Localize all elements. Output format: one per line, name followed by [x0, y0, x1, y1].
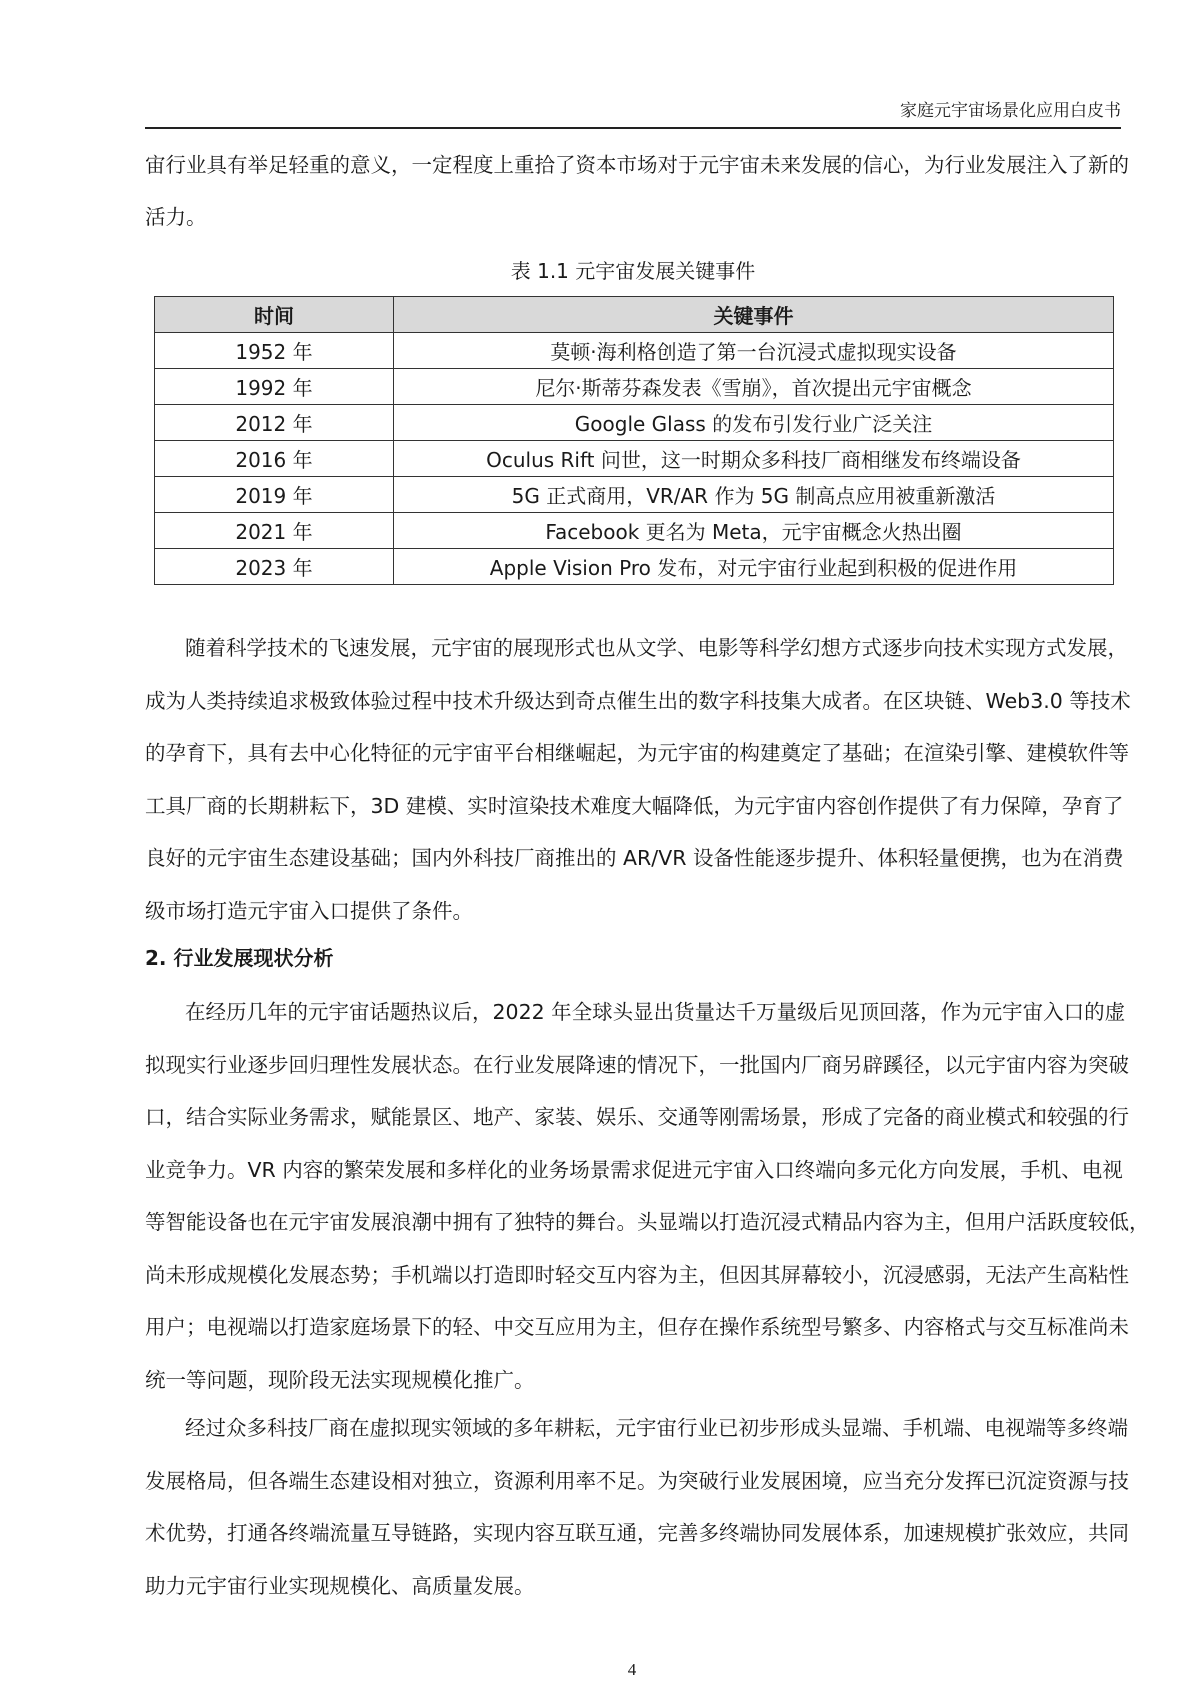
table-header-row — [155, 297, 1114, 333]
cell-time: 2023 年 — [155, 549, 394, 585]
intro-line: 活力。 — [145, 205, 207, 229]
paragraph-line: 成为人类持续追求极致体验过程中技术升级达到奇点催生出的数字科技集大成者。在区块链、Web3.0 等技术 — [145, 688, 1131, 713]
cell-event: Google Glass 的发布引发行业广泛关注 — [394, 405, 1114, 441]
cell-event: Apple Vision Pro 发布，对元宇宙行业起到积极的促进作用 — [394, 549, 1114, 585]
cell-event: 尼尔·斯蒂芬森发表《雪崩》，首次提出元宇宙概念 — [394, 369, 1114, 405]
table-caption: 表 1.1 元宇宙发展关键事件 — [510, 259, 756, 283]
cell-time: 1952 年 — [155, 333, 394, 369]
cell-time: 1992 年 — [155, 369, 394, 405]
page-number: 4 — [627, 1660, 637, 1679]
cell-event: Oculus Rift 问世，这一时期众多科技厂商相继发布终端设备 — [394, 441, 1114, 477]
paragraph-line: 发展格局，但各端生态建设相对独立，资源利用率不足。为突破行业发展困境，应当充分发挥已沉淀资源与技 — [145, 1468, 1129, 1493]
paragraph-line: 业竞争力。VR 内容的繁荣发展和多样化的业务场景需求促进元宇宙入口终端向多元化方向发展，手机、电视 — [145, 1157, 1123, 1182]
cell-time: 2021 年 — [155, 513, 394, 549]
paragraph-line: 等智能设备也在元宇宙发展浪潮中拥有了独特的舞台。头显端以打造沉浸式精品内容为主，但用户活跃度较低， — [145, 1210, 1150, 1234]
header-rule — [145, 127, 1121, 129]
paragraph-line: 拟现实行业逐步回归理性发展状态。在行业发展降速的情况下，一批国内厂商另辟蹊径，以元宇宙内容为突破 — [145, 1052, 1129, 1077]
cell-event: 5G 正式商用，VR/AR 作为 5G 制高点应用被重新激活 — [394, 477, 1114, 513]
section-heading: 2. 行业发展现状分析 — [145, 946, 334, 970]
table-row — [155, 513, 1114, 549]
paragraph-line: 在经历几年的元宇宙话题热议后，2022 年全球头显出货量达千万量级后见顶回落，作为元宇宙入口的虚 — [185, 1000, 1126, 1024]
cell-event: Facebook 更名为 Meta，元宇宙概念火热出圈 — [394, 513, 1114, 549]
paragraph-line: 尚未形成规模化发展态势；手机端以打造即时轻交互内容为主，但因其屏幕较小，沉浸感弱，无法产生高粘性 — [145, 1262, 1129, 1287]
key-events-table — [154, 296, 1114, 585]
column-header-time: 时间 — [155, 297, 394, 333]
table-row — [155, 477, 1114, 513]
table-row — [155, 549, 1114, 585]
table-row — [155, 441, 1114, 477]
table-row — [155, 405, 1114, 441]
paragraph-line: 术优势，打通各终端流量互导链路，实现内容互联互通，完善多终端协同发展体系，加速规模扩张效应，共同 — [145, 1521, 1129, 1545]
paragraph-line: 口，结合实际业务需求，赋能景区、地产、家装、娱乐、交通等刚需场景，形成了完备的商业模式和较强的行 — [145, 1105, 1129, 1129]
cell-time: 2019 年 — [155, 477, 394, 513]
cell-event: 莫顿·海利格创造了第一台沉浸式虚拟现实设备 — [394, 333, 1114, 369]
paragraph-line: 用户；电视端以打造家庭场景下的轻、中交互应用为主，但存在操作系统型号繁多、内容格式与交互标准尚未 — [145, 1315, 1129, 1339]
paragraph-line: 级市场打造元宇宙入口提供了条件。 — [145, 898, 473, 923]
paragraph-line: 经过众多科技厂商在虚拟现实领域的多年耕耘，元宇宙行业已初步形成头显端、手机端、电视端等多终端 — [185, 1416, 1128, 1440]
paragraph-line: 的孕育下，具有去中心化特征的元宇宙平台相继崛起，为元宇宙的构建奠定了基础；在渲染引擎、建模软件等 — [145, 741, 1129, 765]
paragraph-line: 随着科学技术的飞速发展，元宇宙的展现形式也从文学、电影等科学幻想方式逐步向技术实现方式发展， — [185, 636, 1128, 660]
paragraph-line: 良好的元宇宙生态建设基础；国内外科技厂商推出的 AR/VR 设备性能逐步提升、体积轻量便携，也为在消费 — [145, 846, 1124, 870]
running-header: 家庭元宇宙场景化应用白皮书 — [900, 101, 1121, 121]
paragraph-line: 工具厂商的长期耕耘下，3D 建模、实时渲染技术难度大幅降低，为元宇宙内容创作提供了有力保障，孕育了 — [145, 793, 1124, 818]
intro-line: 宙行业具有举足轻重的意义，一定程度上重拾了资本市场对于元宇宙未来发展的信心，为行业发展注入了新的 — [145, 153, 1129, 177]
cell-time: 2016 年 — [155, 441, 394, 477]
table-row — [155, 369, 1114, 405]
paragraph-line: 助力元宇宙行业实现规模化、高质量发展。 — [145, 1573, 535, 1598]
table-row — [155, 333, 1114, 369]
column-header-event: 关键事件 — [394, 297, 1114, 333]
paragraph-line: 统一等问题，现阶段无法实现规模化推广。 — [145, 1367, 535, 1392]
cell-time: 2012 年 — [155, 405, 394, 441]
